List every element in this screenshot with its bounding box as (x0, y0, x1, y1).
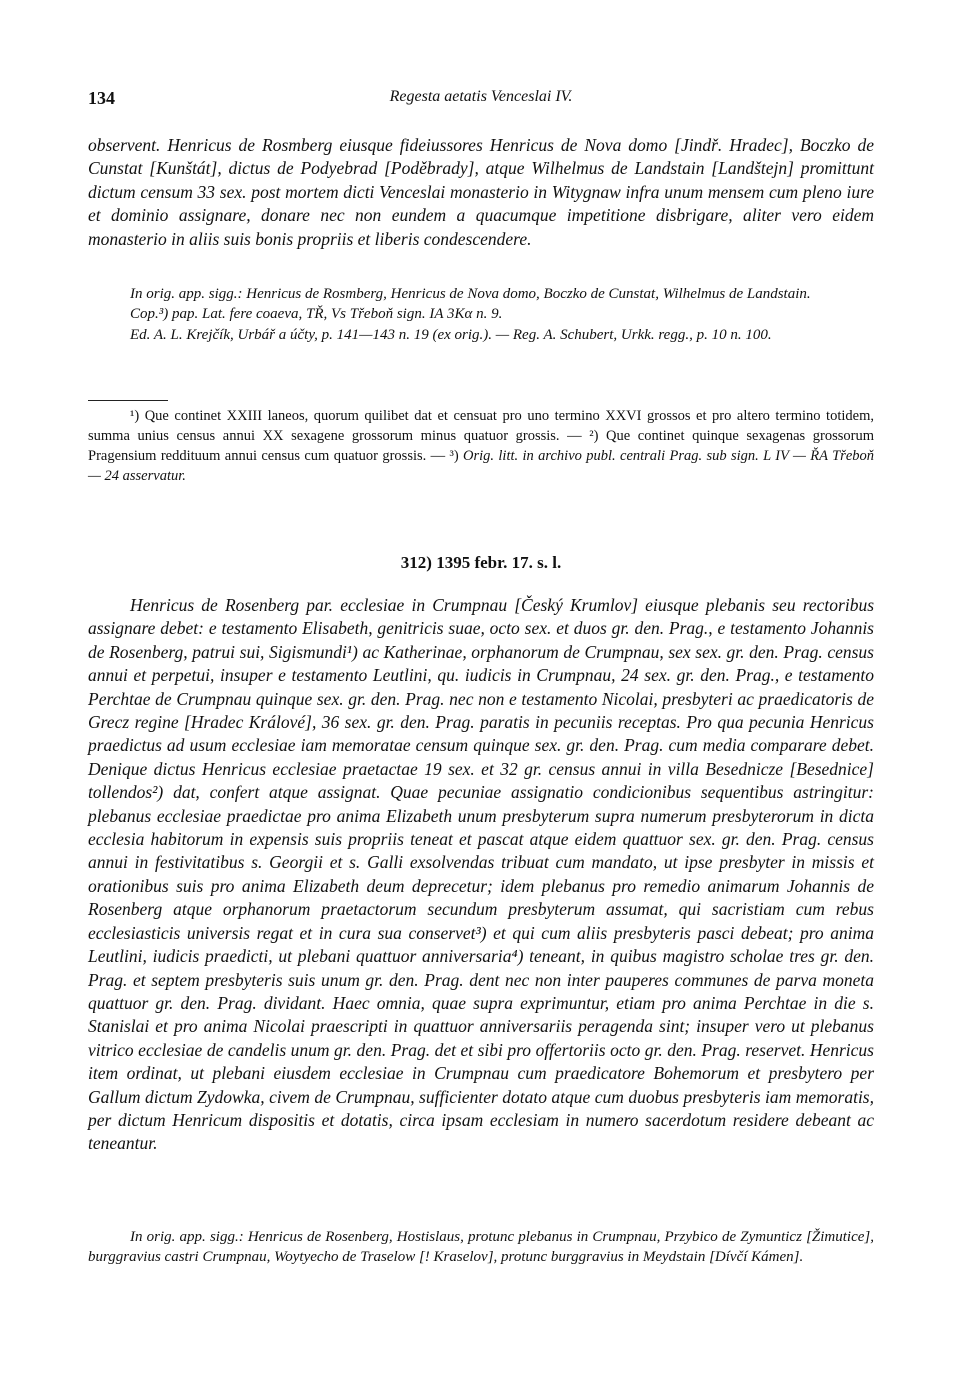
edition-note: Ed. A. L. Krejčík, Urbář a účty, p. 141—143 n. 19 (ex orig.). — Reg. A. Schubert, Urkk. regg., p. 10 n. 100. (130, 326, 772, 343)
continued-entry-notes (88, 284, 874, 345)
footnote-text (88, 406, 874, 486)
running-title: Regesta aetatis Venceslai IV. (389, 88, 573, 105)
footnote-text-roman: ¹) Que continet XXIII laneos, quorum quilibet dat et censuat pro uno termino XXVI grossos et pro altero termino totidem, summa unius census annui XX sexagene grossorum minus quatuor grossis. — ²) Que continet quinque sexagenas grossorum Pragensium reddituum annui census cum quatuor grossis. — ³) (88, 408, 874, 464)
footnote-text-italic: Orig. litt. in archivo publ. centrali Prag. sub sign. L IV — ŘA Třeboň — 24 asservatur. (88, 448, 875, 484)
footnotes (88, 406, 874, 486)
entry-seals-note: In orig. app. sigg.: Henricus de Rosenberg, Hostislaus, protunc plebanus in Crumpnau, Przybico de Zymunticz [Žimutice], burggravius castri Crumpnau, Woytyecho de Traselow [! Kraselov], protunc burggravius in Meydstain [Dívčí Kámen]. (88, 1229, 874, 1266)
entry-heading (88, 553, 874, 573)
copy-note: Cop.³) pap. Lat. fere coaeva, TŘ, Vs Třeboň sign. IA 3Kα n. 9. (130, 306, 503, 323)
entry-body (88, 594, 874, 1156)
continued-entry-text (88, 134, 874, 251)
running-header (88, 88, 874, 112)
entry-paragraph: Henricus de Rosenberg par. ecclesiae in Crumpnau [Český Krumlov] eiusque plebanis seu rectoribus assignare debet: e testamento Elisabeth, genitricis suae, octo sex. et duos gr. den. Prag., e testamento Johannis de Rosenberg, patrui sui, Sigismundi¹) ac Katherinae, orphanorum de Crumpnau, sex sex. gr. den. Prag. census annui et perpetui, insuper e testamento Leutlini, qu. iudicis in Crumpnau, 24 sex. gr. den. Prag., e testamento Perchtae de Crumpnau quinque sex. gr. den. Prag. nec non e testamento Nicolai, presbyteri ac praedicatoris de Grecz regine [Hradec Králové], 36 sex. gr. den. Prag. paratis in pecuniis receptas. Pro qua pecunia Henricus praedictus ad usum ecclesiae iam memoratae censum quinque sex. gr. den. Prag. cum media comparare debet. Denique dictus Henricus ecclesiae praetactae 19 sex. et 32 gr. census annui in villa Besednicze [Besednice] tollendos²) dat, confert atque assignat. Quae pecuniae assignatio condicionibus sequentibus astringitur: plebanus ecclesiae praedictae pro anima Elizabeth unum presbyterum supra numerum presbyterorum in dicta ecclesia habitorum in expensis suis propriis teneat et pascat atque eidem quattuor sex. gr. den. Prag. census annui in festivitatibus s. Georgii et s. Galli exsolvendas tribuat cum mandato, ut ipse presbyter in missis et orationibus suis pro anima Elizabeth deum deprecetur; idem plebanus pro remedio animarum Johannis de Rosenberg atque orphanorum praetactorum secundum presbyterum assumat, qui sacristiam cum rebus ecclesiasticis universis regat et in cura sua conservet³) et qui cum aliis presbyteris pasci debeat; pro anima Leutlini, iudicis praedicti, ut plebani quattuor anniversaria⁴) teneant, in quibus magistro scholae tres gr. den. Prag. et septem presbyteris suis unum gr. den. Prag. dent nec non inter pauperes communes de parva moneta quattuor gr. den. Prag. dividant. Haec omnia, quae supra exprimuntur, etiam pro anima Perchtae in die s. Stanislai et pro anima Nicolai praescripti in quattuor anniversariis peragenda sint; insuper vero ut plebanus vitrico ecclesiae de candelis unum gr. den. Prag. det et sibi pro offertoriis octo gr. den. Prag. reservet. Henricus item ordinat, ut plebani eiusdem ecclesiae in Crumpnau cum praedicatore Bohemorum et presbytero per Gallum dictum Zydowka, civem de Crumpnau, sufficienter dotato atque cum duobus presbyteris iam memoratis, per dictum Henricum dispositis et dotatis, circa ipsam ecclesiam in numero sacerdotum residere debeant ac teneantur. (88, 595, 874, 1154)
continued-paragraph: observent. Henricus de Rosmberg eiusque fideiussores Henricus de Nova domo [Jindř. Hradec], Boczko de Cunstat [Kunštát], dictus de Podyebrad [Poděbrady], atque Wilhelmus de Landstain [Landštejn] promittunt dictum censum 33 sex. post mortem dicti Venceslai monasterio in Witygnaw infra unum mensem cum pleno iure et dominio assignare, donare nec non eundem a quacumque impetitione disbrigare, aliter vero eidem monasterio in aliis suis bonis propriis et liberis condescendere. (88, 135, 874, 249)
seals-note: In orig. app. sigg.: Henricus de Rosmberg, Henricus de Nova domo, Boczko de Cunstat, Wilhelmus de Landstain. (130, 286, 811, 302)
entry-notes (88, 1227, 874, 1268)
page-number: 134 (88, 88, 115, 108)
footnote-divider (88, 400, 168, 401)
entry-heading-text: 312) 1395 febr. 17. s. l. (400, 553, 562, 572)
